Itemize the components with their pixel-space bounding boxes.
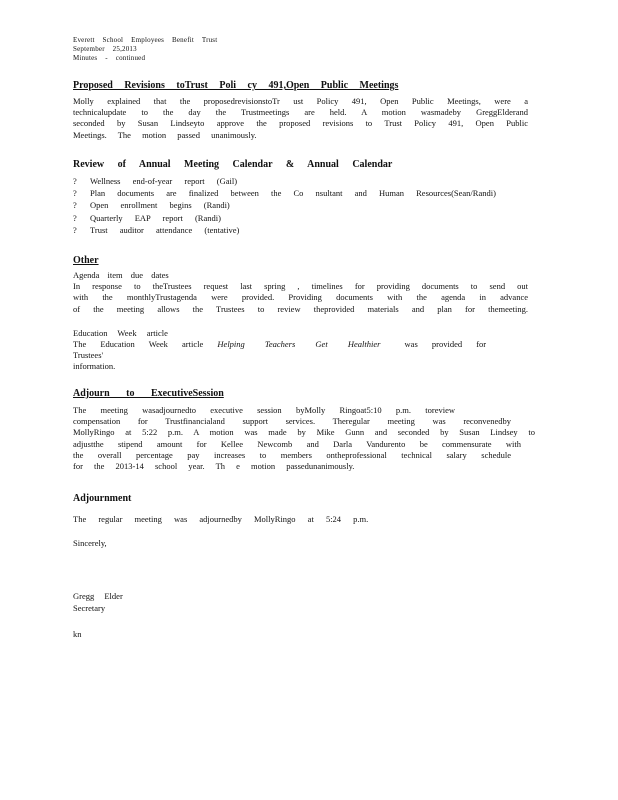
- article-title: Helping Teachers Get Healthier: [217, 339, 381, 350]
- salutation: Sincerely,: [73, 538, 107, 548]
- section-review-calendar: [73, 158, 528, 236]
- list-item: ? Trust auditor attendance (tentative): [73, 224, 240, 235]
- list-item: ? Open enrollment begins (Randi): [73, 200, 230, 211]
- calendar-list: [73, 175, 528, 236]
- paragraph-line: information.: [73, 361, 116, 372]
- list-item: ? Plan documents are finalized between the Co nsultant and Human Resources(Sean/Randi): [73, 188, 496, 199]
- paragraph-line: Molly explained that the proposedrevisionstoTr ust Policy 491, Open Public Meetings, were a: [73, 96, 528, 106]
- section-proposed-revisions: [73, 79, 528, 141]
- closing-block: [73, 538, 123, 640]
- bullet-icon: ?: [73, 188, 77, 199]
- subheading-education-week: Education Week article: [73, 327, 168, 338]
- signer-name: Gregg Elder: [73, 591, 123, 602]
- bullet-icon: ?: [73, 176, 77, 186]
- heading-adjourn-executive: Adjourn to ExecutiveSession: [73, 388, 224, 399]
- heading-adjournment: Adjournment: [73, 493, 132, 504]
- paragraph-line: MollyRingo at 5:22 p.m. A motion was made by Mike Gunn and seconded by Susan Lindsey to: [73, 427, 535, 438]
- paragraph-line: adjustthe stipend amount for Kellee Newcomb and Darla Vandurento be commensurate with: [73, 438, 521, 449]
- paragraph-line: the overall percentage pay increases to members ontheprofessional technical salary schedule: [73, 449, 511, 460]
- signer-title: Secretary: [73, 603, 106, 614]
- subheading-agenda-due-dates: Agenda item due dates: [73, 270, 169, 280]
- typist-initials: kn: [73, 628, 82, 639]
- heading-review-calendar: Review of Annual Meeting Calendar & Annual Calendar: [73, 159, 393, 170]
- paragraph-line: of the meeting allows the Trustees to review theprovided materials and plan for themeeting.: [73, 303, 528, 314]
- paragraph-line: compensation for Trustfinancialand support services. Theregular meeting was reconvenedby: [73, 416, 511, 427]
- document-header: [73, 36, 217, 63]
- header-continued: Minutes - continued: [73, 54, 146, 62]
- header-org: Everett School Employees Benefit Trust: [73, 36, 218, 44]
- section-adjournment: [73, 492, 528, 525]
- paragraph-line: The regular meeting was adjournedby MollyRingo at 5:24 p.m.: [73, 514, 369, 524]
- heading-proposed-revisions: Proposed Revisions toTrust Poli cy 491,Open Public Meetings: [73, 80, 399, 91]
- bullet-icon: ?: [73, 224, 77, 235]
- section-other: [73, 254, 528, 373]
- paragraph-line: Meetings. The motion passed unanimously.: [73, 129, 257, 140]
- header-date: September 25,2013: [73, 45, 137, 53]
- paragraph-line: In response to theTrustees request last spring , timelines for providing documents to send out: [73, 281, 528, 292]
- paragraph-line: seconded by Susan Lindseyto approve the proposed revisions to Trust Policy 491, Open Public: [73, 118, 528, 129]
- paragraph-line: The meeting wasadjournedto executive session byMolly Ringoat5:10 p.m. toreview: [73, 405, 455, 415]
- bullet-icon: ?: [73, 212, 77, 223]
- paragraph-line: for the 2013-14 school year. Th e motion passedunanimously.: [73, 461, 355, 472]
- section-adjourn-executive: [73, 387, 535, 472]
- paragraph-line: The Education Week article Helping Teachers Get Healthier was provided for Trustees': [73, 339, 487, 361]
- heading-other: Other: [73, 255, 99, 266]
- list-item: ? Wellness end-of-year report (Gail): [73, 176, 238, 186]
- paragraph-line: with the monthlyTrustagenda were provided. Providing documents with the agenda in advance: [73, 292, 528, 303]
- list-item: ? Quarterly EAP report (Randi): [73, 212, 221, 223]
- bullet-icon: ?: [73, 200, 77, 211]
- paragraph-line: technicalupdate to the day the Trustmeetings are held. A motion wasmadeby GreggElderand: [73, 107, 528, 118]
